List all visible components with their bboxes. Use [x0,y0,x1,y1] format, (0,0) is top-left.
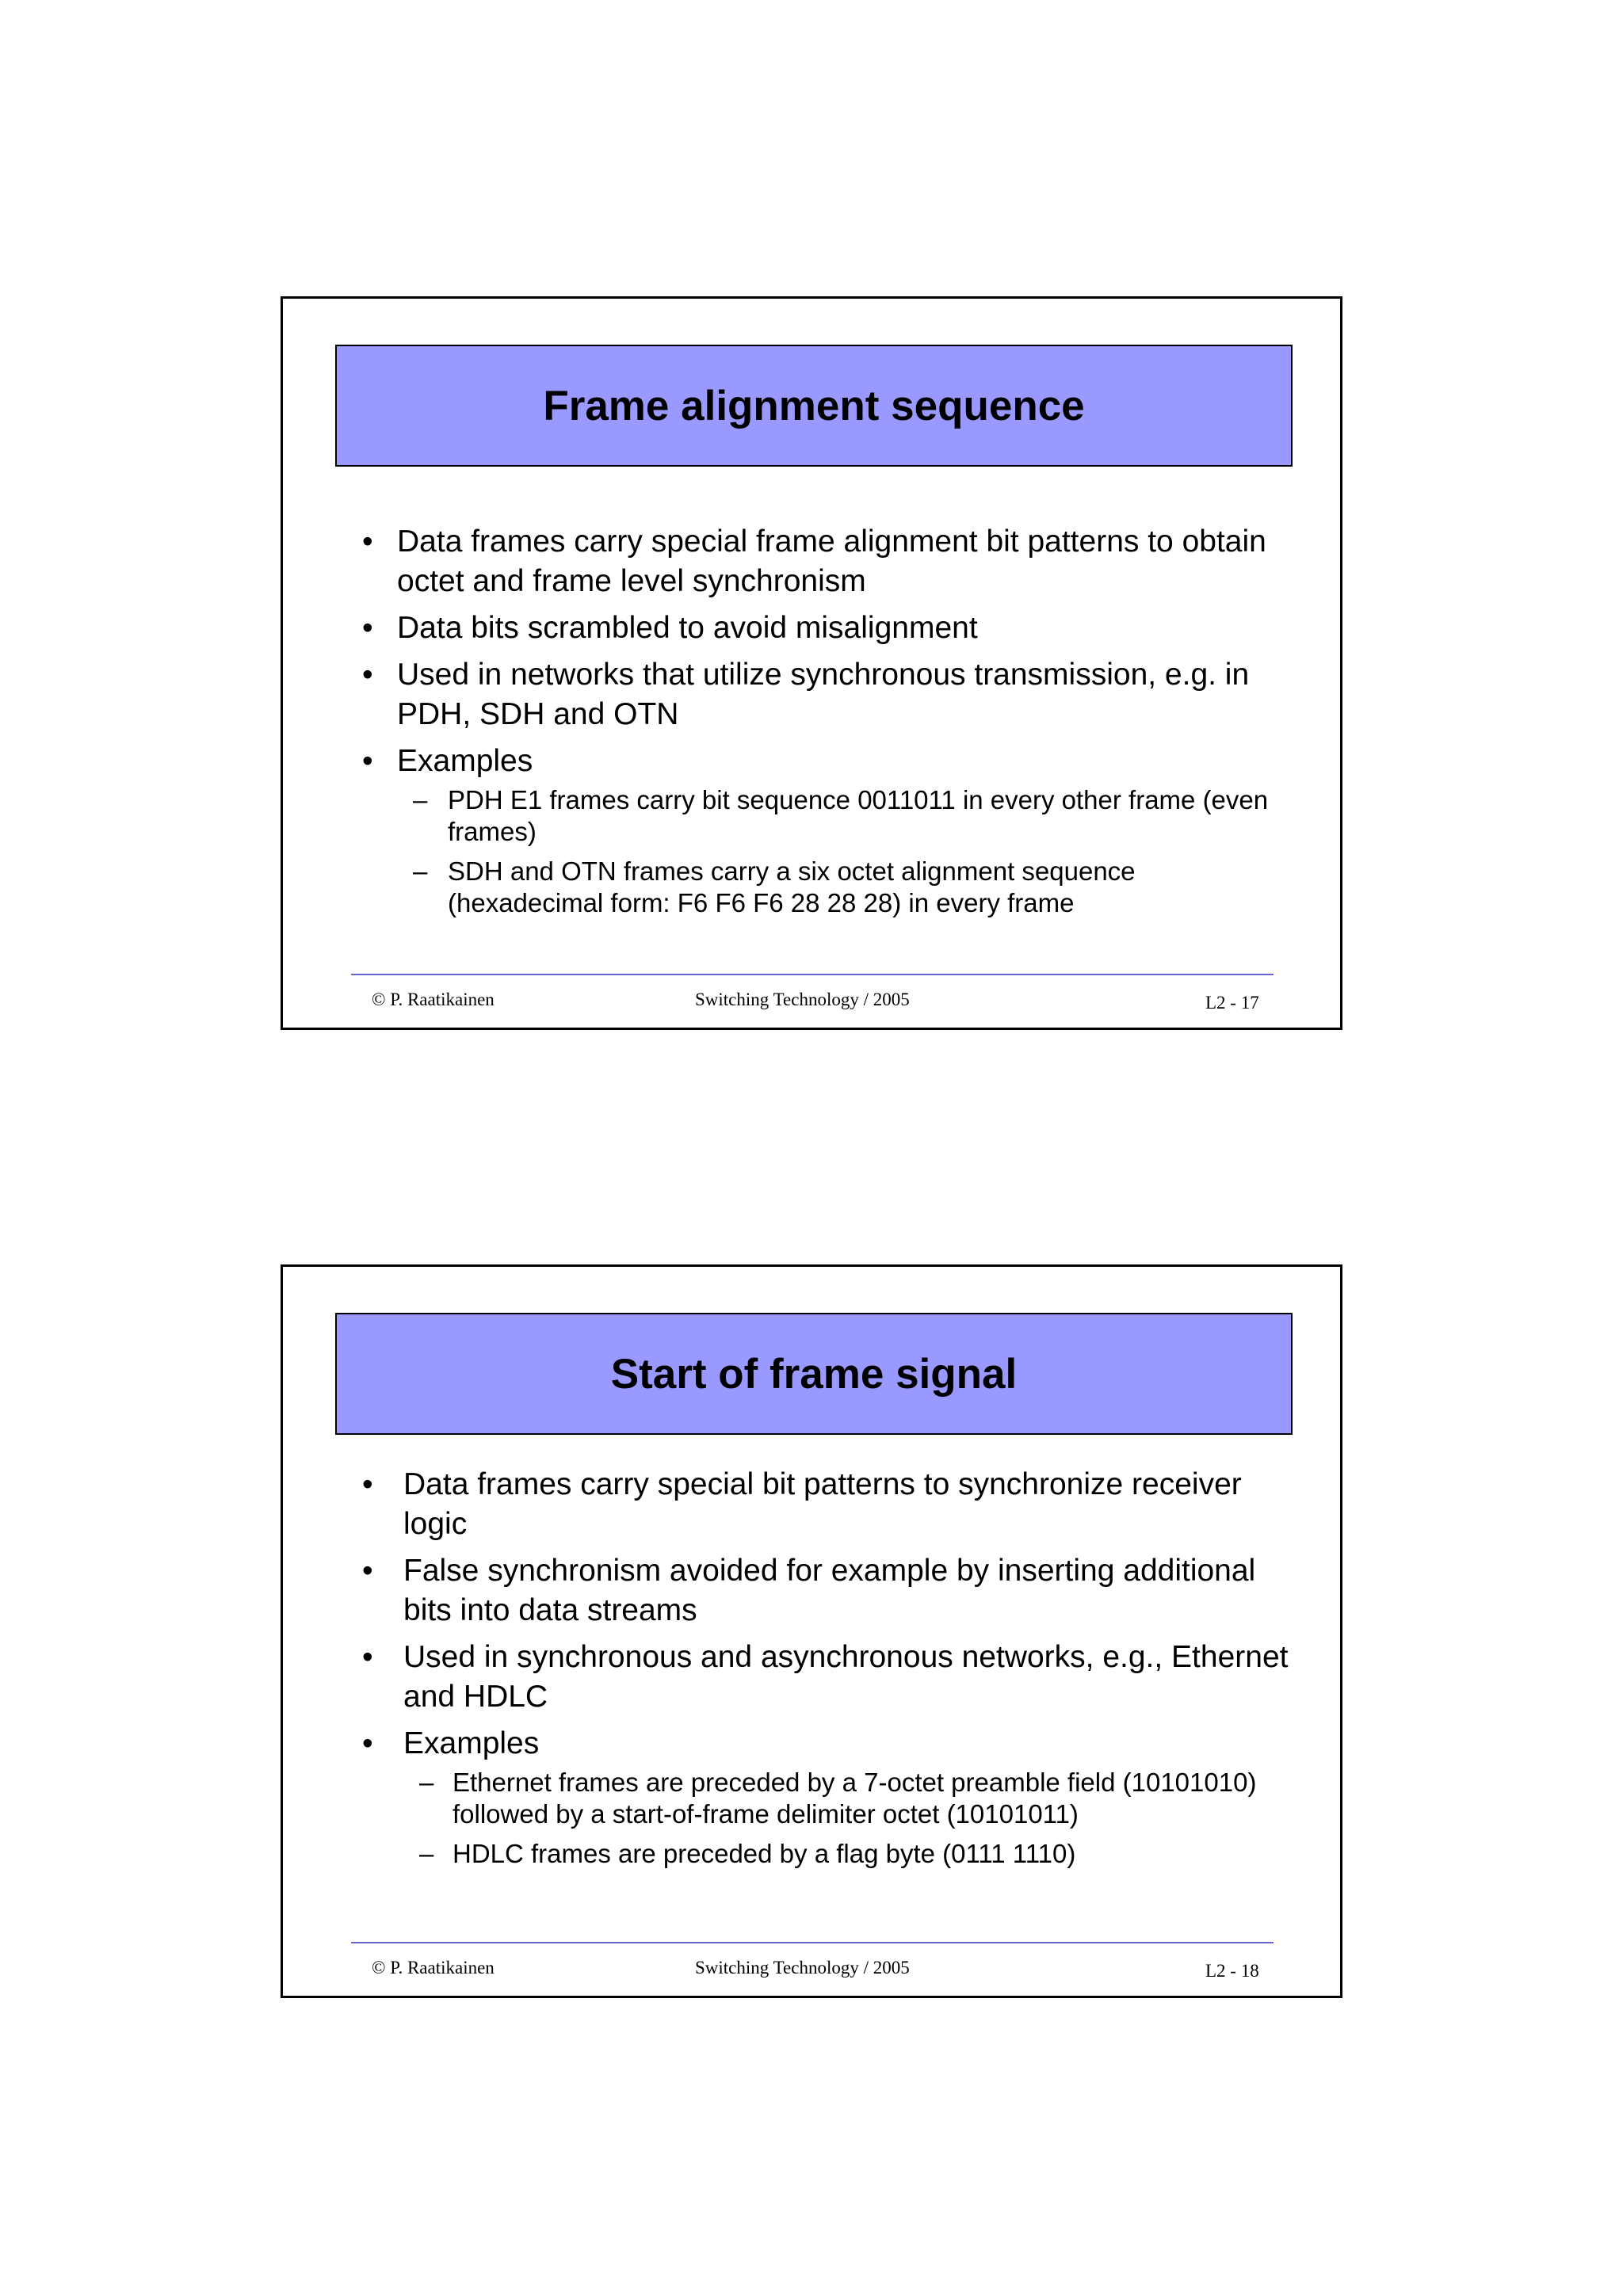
bullet-text: Used in networks that utilize synchronous transmission, e.g. in PDH, SDH and OTN [397,658,1250,731]
sub-bullet-item [413,856,1293,919]
bullet-text: Data frames carry special bit patterns to synchronize receiver logic [403,1467,1242,1541]
bullet-text: False synchronism avoided for example by inserting additional bits into data streams [403,1554,1256,1627]
bullet-marker: • [362,744,373,778]
bullet-text: Data frames carry special frame alignment bit patterns to obtain octet and frame level synchronism [397,524,1266,598]
bullet-item [362,742,1293,919]
sub-bullet-list [403,1767,1293,1870]
sub-bullet-marker: – [413,856,428,886]
sub-bullet-list [397,784,1293,919]
bullet-item [362,522,1293,601]
bullet-item [362,1551,1293,1630]
footer-course: Switching Technology / 2005 [695,1958,910,1978]
sub-bullet-item [413,784,1293,848]
sub-bullet-marker: – [419,1768,434,1797]
bullet-marker: • [362,1640,373,1674]
bullet-marker: • [362,1467,373,1501]
bullet-item [362,608,1293,648]
sub-bullet-text: SDH and OTN frames carry a six octet alignment sequence (hexadecimal form: F6 F6 F6 28 28 28) in every frame [448,856,1136,917]
bullet-list [362,1465,1293,1878]
sub-bullet-text: PDH E1 frames carry bit sequence 0011011 in every other frame (even frames) [448,785,1269,846]
sub-bullet-text: HDLC frames are preceded by a flag byte (0111 1110) [453,1839,1076,1868]
sub-bullet-marker: – [419,1839,434,1868]
slide-title: Start of frame signal [610,1350,1018,1398]
bullet-item [362,1465,1293,1544]
bullet-item [362,1724,1293,1870]
footer-divider [351,974,1274,975]
slide-title-box [335,345,1293,467]
bullet-text: Used in synchronous and asynchronous networks, e.g., Ethernet and HDLC [403,1640,1289,1714]
bullet-text: Examples [397,744,533,778]
footer-course: Switching Technology / 2005 [695,990,910,1009]
sub-bullet-item [419,1838,1293,1870]
slide-frame-alignment [281,296,1342,1030]
bullet-item [362,655,1293,734]
bullet-marker: • [362,524,373,559]
slide-title-box [335,1313,1293,1435]
bullet-marker: • [362,611,373,645]
slide-start-of-frame [281,1264,1342,1998]
bullet-marker: • [362,1554,373,1588]
sub-bullet-text: Ethernet frames are preceded by a 7-octet preamble field (10101010) followed by a start-of-frame delimiter octet (10101011) [453,1768,1257,1829]
bullet-marker: • [362,658,373,692]
bullet-text: Data bits scrambled to avoid misalignment [397,611,978,645]
bullet-list [362,522,1293,927]
sub-bullet-item [419,1767,1293,1830]
footer-page-number: L2 - 18 [1205,1961,1259,1981]
bullet-item [362,1638,1293,1717]
slide-title: Frame alignment sequence [543,382,1085,429]
footer-author: © P. Raatikainen [372,990,495,1009]
sub-bullet-marker: – [413,785,428,814]
footer-page-number: L2 - 17 [1205,993,1259,1013]
footer-divider [351,1942,1274,1943]
bullet-text: Examples [403,1726,540,1760]
footer-author: © P. Raatikainen [372,1958,495,1978]
bullet-marker: • [362,1726,373,1760]
